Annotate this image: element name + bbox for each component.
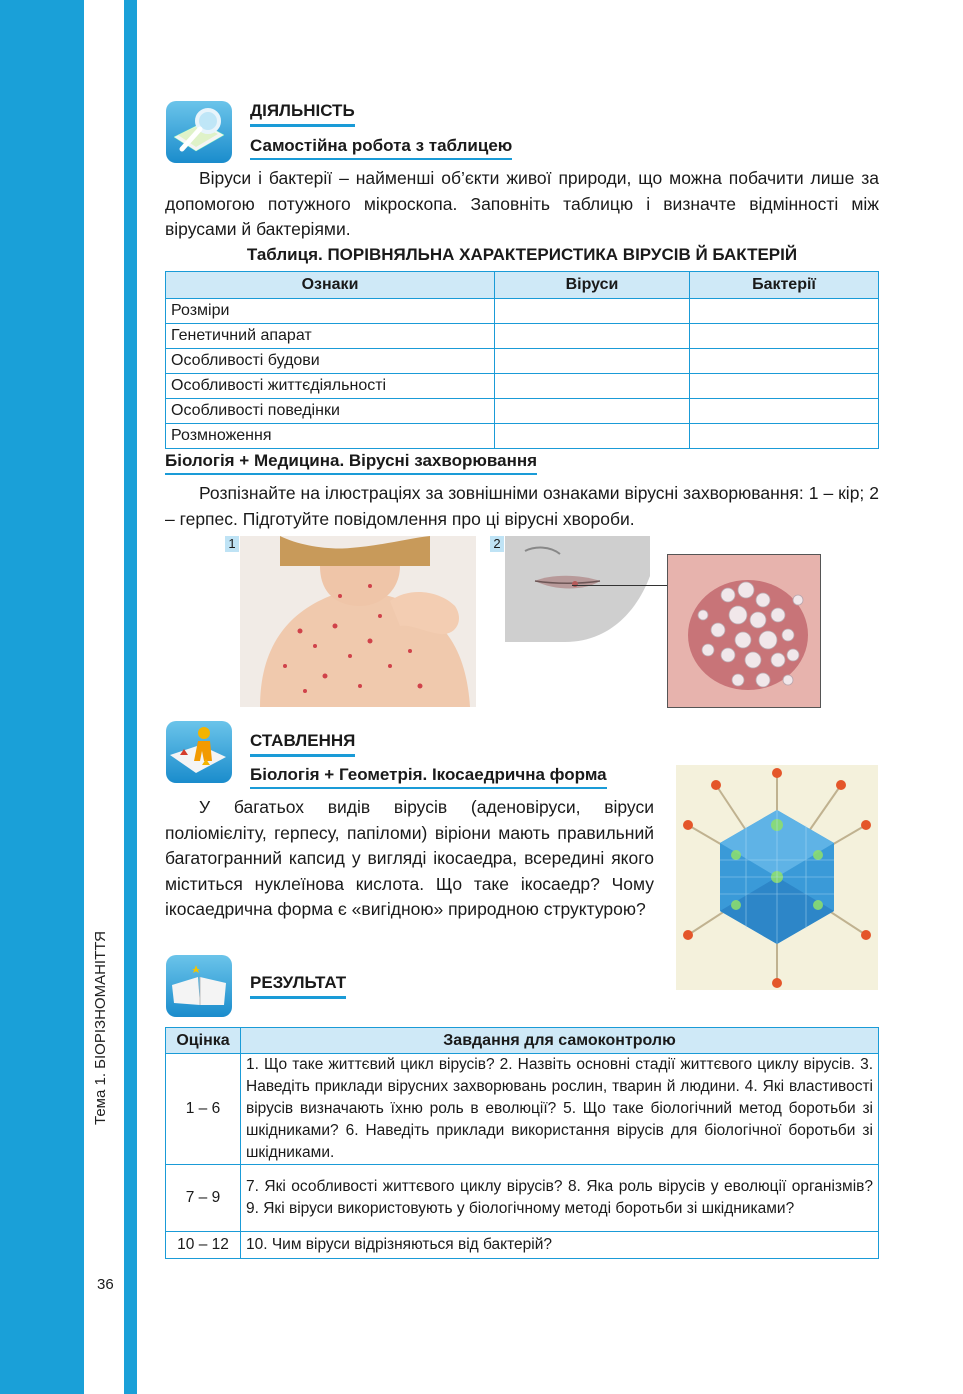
measles-photo	[240, 536, 476, 707]
medicine-text: Розпізнайте на ілюстраціях за зовнішніми ознаками вірусні захворювання: 1 – кір; 2 – герпес. Підготуйте повідомлення про ці вірусні хвороби.	[165, 483, 879, 529]
empty-cell	[495, 399, 690, 424]
table-row	[166, 399, 879, 424]
empty-cell	[495, 424, 690, 449]
person-thinking-icon	[166, 721, 232, 783]
table-row	[166, 299, 879, 324]
row-label: Розмноження	[166, 424, 495, 449]
medicine-subheading: Біологія + Медицина. Вірусні захворювання	[165, 451, 537, 475]
empty-cell	[690, 324, 879, 349]
empty-cell	[495, 324, 690, 349]
activity-heading: ДІЯЛЬНІСТЬ	[250, 101, 355, 127]
pointer-line	[572, 585, 667, 586]
empty-cell	[690, 399, 879, 424]
tasks-cell: 1. Що таке життєвий цикл вірусів? 2. Назвіть основні стадії життєвого циклу вірусів. 3. Наведіть приклади вірусних захворювань рослин, тварин й людини. 4. Які властивості вірусів визначають їхню роль в еволюції? 5. Що таке біологічний метод боротьби зі шкідниками? 6. Наведіть приклади використання вірусів для біологічної боротьби зі шкідниками.	[241, 1054, 879, 1165]
side-margin	[84, 0, 124, 1394]
attitude-subheading: Біологія + Геометрія. Ікосаедрична форма	[250, 765, 607, 789]
tasks-cell: 10. Чим віруси відрізняються від бактерій?	[241, 1232, 879, 1259]
table-row	[166, 324, 879, 349]
attitude-text: У багатьох видів вірусів (аденовіруси, віруси поліомієліту, герпесу, папіломи) віріони мають правильний багатогранний капсид у вигляді ікосаедра, всередині якого міститься нуклеїнова кислота. Що таке ікосаедр? Чому ікосаедрична форма є «вигідною» природною структурою?	[165, 797, 654, 919]
result-heading: РЕЗУЛЬТАТ	[250, 973, 346, 999]
empty-cell	[690, 424, 879, 449]
topic-label: Тема 1. БІОРІЗНОМАНІТТЯ	[92, 931, 109, 1125]
column-header: Оцінка	[166, 1028, 241, 1054]
empty-cell	[690, 349, 879, 374]
row-label: Особливості життєдіяльності	[166, 374, 495, 399]
open-book-icon	[166, 955, 232, 1017]
row-label: Розміри	[166, 299, 495, 324]
activity-subheading: Самостійна робота з таблицею	[250, 136, 512, 160]
column-header: Віруси	[495, 272, 690, 299]
row-label: Особливості поведінки	[166, 399, 495, 424]
table-row	[166, 1232, 879, 1259]
self-check-table	[165, 1027, 879, 1259]
column-header: Ознаки	[166, 272, 495, 299]
activity-text: Віруси і бактерії – найменші об’єкти живої природи, що можна побачити лише за допомогою потужного мікроскопа. Заповніть таблицю і визначте відмінності між вірусами й бактеріями.	[165, 168, 879, 239]
herpes-closeup-photo	[667, 554, 821, 708]
score-cell: 1 – 6	[166, 1054, 241, 1165]
score-cell: 7 – 9	[166, 1165, 241, 1232]
column-header: Бактерії	[690, 272, 879, 299]
empty-cell	[495, 349, 690, 374]
table-row	[166, 1165, 879, 1232]
comparison-table-title: Таблиця. ПОРІВНЯЛЬНА ХАРАКТЕРИСТИКА ВІРУСІВ Й БАКТЕРІЙ	[246, 245, 798, 264]
photo-label-2: 2	[490, 536, 504, 552]
empty-cell	[690, 374, 879, 399]
empty-cell	[495, 374, 690, 399]
icosahedral-virus-illustration	[676, 765, 878, 990]
side-border	[124, 0, 137, 1394]
empty-cell	[690, 299, 879, 324]
row-label: Генетичний апарат	[166, 324, 495, 349]
score-cell: 10 – 12	[166, 1232, 241, 1259]
comparison-table	[165, 271, 879, 449]
attitude-heading: СТАВЛЕННЯ	[250, 731, 355, 757]
row-label: Особливості будови	[166, 349, 495, 374]
tasks-cell: 7. Які особливості життєвого циклу вірусів? 8. Яка роль вірусів у еволюції організмів? 9. Які віруси використовують у біологічному методі боротьби зі шкідниками?	[241, 1165, 879, 1232]
herpes-face-photo	[505, 536, 650, 642]
table-row	[166, 349, 879, 374]
table-row	[166, 1054, 879, 1165]
page-number: 36	[97, 1276, 114, 1293]
table-row	[166, 424, 879, 449]
empty-cell	[495, 299, 690, 324]
photo-label-1: 1	[225, 536, 239, 552]
magnifier-icon	[166, 101, 232, 163]
table-row	[166, 374, 879, 399]
column-header: Завдання для самоконтролю	[241, 1028, 879, 1054]
